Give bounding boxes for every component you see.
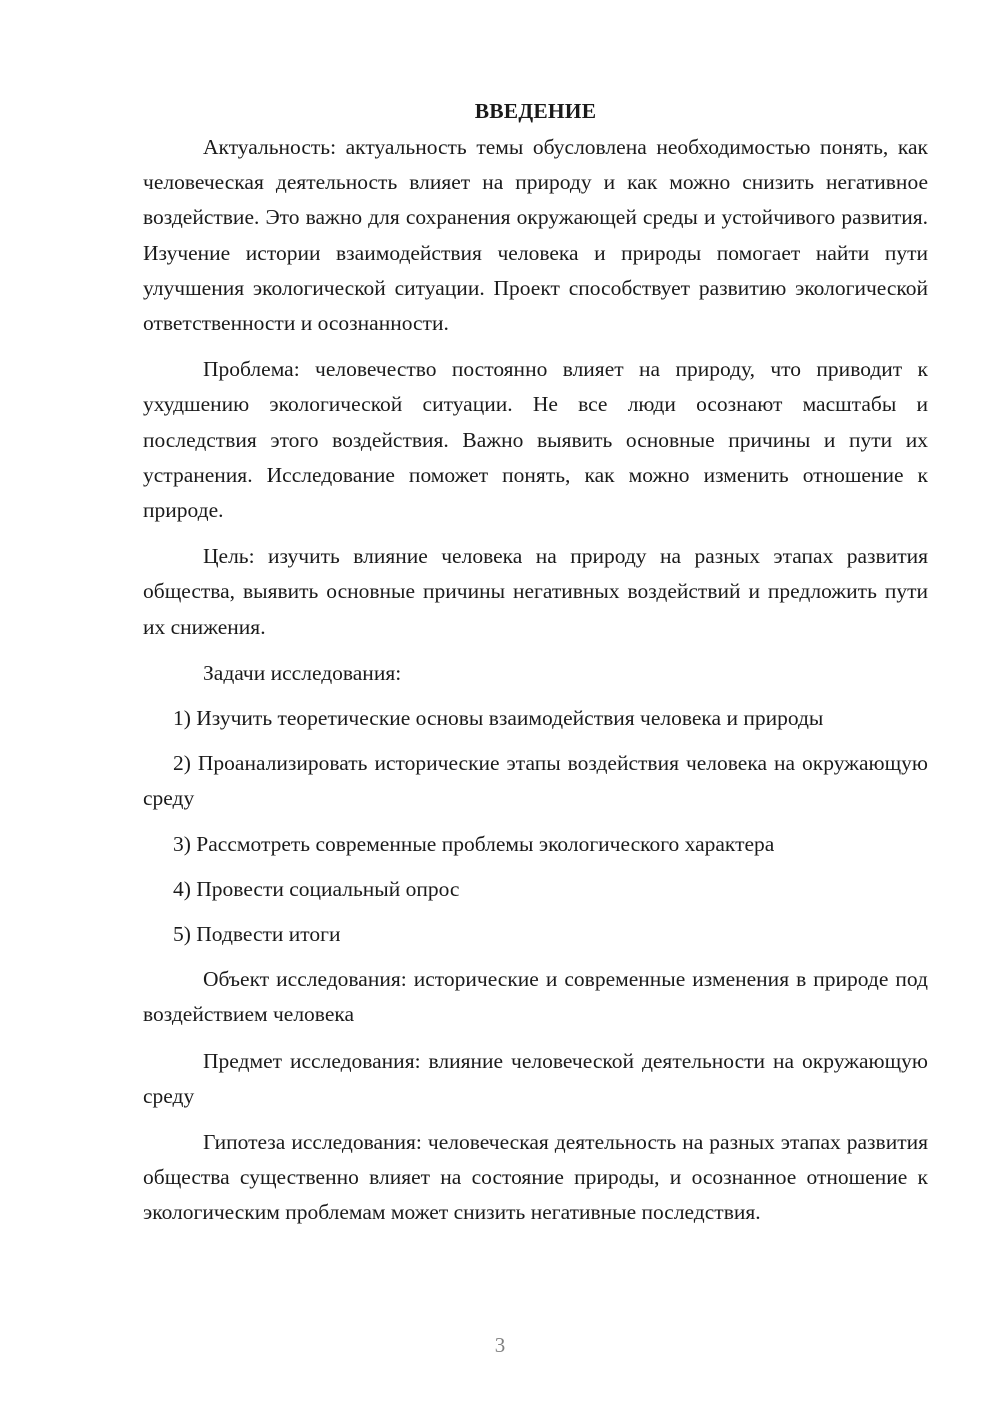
relevance-paragraph: Актуальность: актуальность темы обусловлена необходимостью понять, как человеческая деятельность влияет на природу и как можно снизить негативное воздействие. Это важно для сохранения окружающей среды и устойчивого развития. Изучение истории взаимодействия человека и природы помогает найти пути улучшения экологической ситуации. Проект способствует развитию экологической ответственности и осознанности. [143, 135, 928, 336]
hypothesis-paragraph: Гипотеза исследования: человеческая деятельность на разных этапах развития общества существенно влияет на состояние природы, и осознанное отношение к экологическим проблемам может снизить негативные последствия. [143, 1130, 928, 1225]
task-item: 3) Рассмотреть современные проблемы экологического характера [173, 831, 775, 856]
object-paragraph: Объект исследования: исторические и современные изменения в природе под воздействием человека [143, 967, 928, 1027]
problem-paragraph: Проблема: человечество постоянно влияет на природу, что приводит к ухудшению экологической ситуации. Не все люди осознают масштабы и последствия этого воздействия. Важно выявить основные причины и пути их устранения. Исследование поможет понять, как можно изменить отношение к природе. [143, 357, 928, 523]
tasks-list [143, 701, 928, 952]
document-page [143, 92, 928, 1242]
page-number: 3 [494, 1333, 506, 1357]
tasks-title: Задачи исследования: [203, 660, 402, 685]
task-item: 5) Подвести итоги [173, 922, 341, 947]
goal-paragraph: Цель: изучить влияние человека на природу на разных этапах развития общества, выявить основные причины негативных воздействий и предложить пути их снижения. [143, 544, 928, 639]
section-heading: ВВЕДЕНИЕ [474, 99, 597, 123]
task-item: 1) Изучить теоретические основы взаимодействия человека и природы [173, 706, 824, 731]
task-item: 4) Провести социальный опрос [173, 876, 460, 901]
subject-paragraph: Предмет исследования: влияние человеческой деятельности на окружающую среду [143, 1048, 928, 1108]
task-item: 2) Проанализировать исторические этапы воздействия человека на окружающую среду [143, 751, 928, 811]
